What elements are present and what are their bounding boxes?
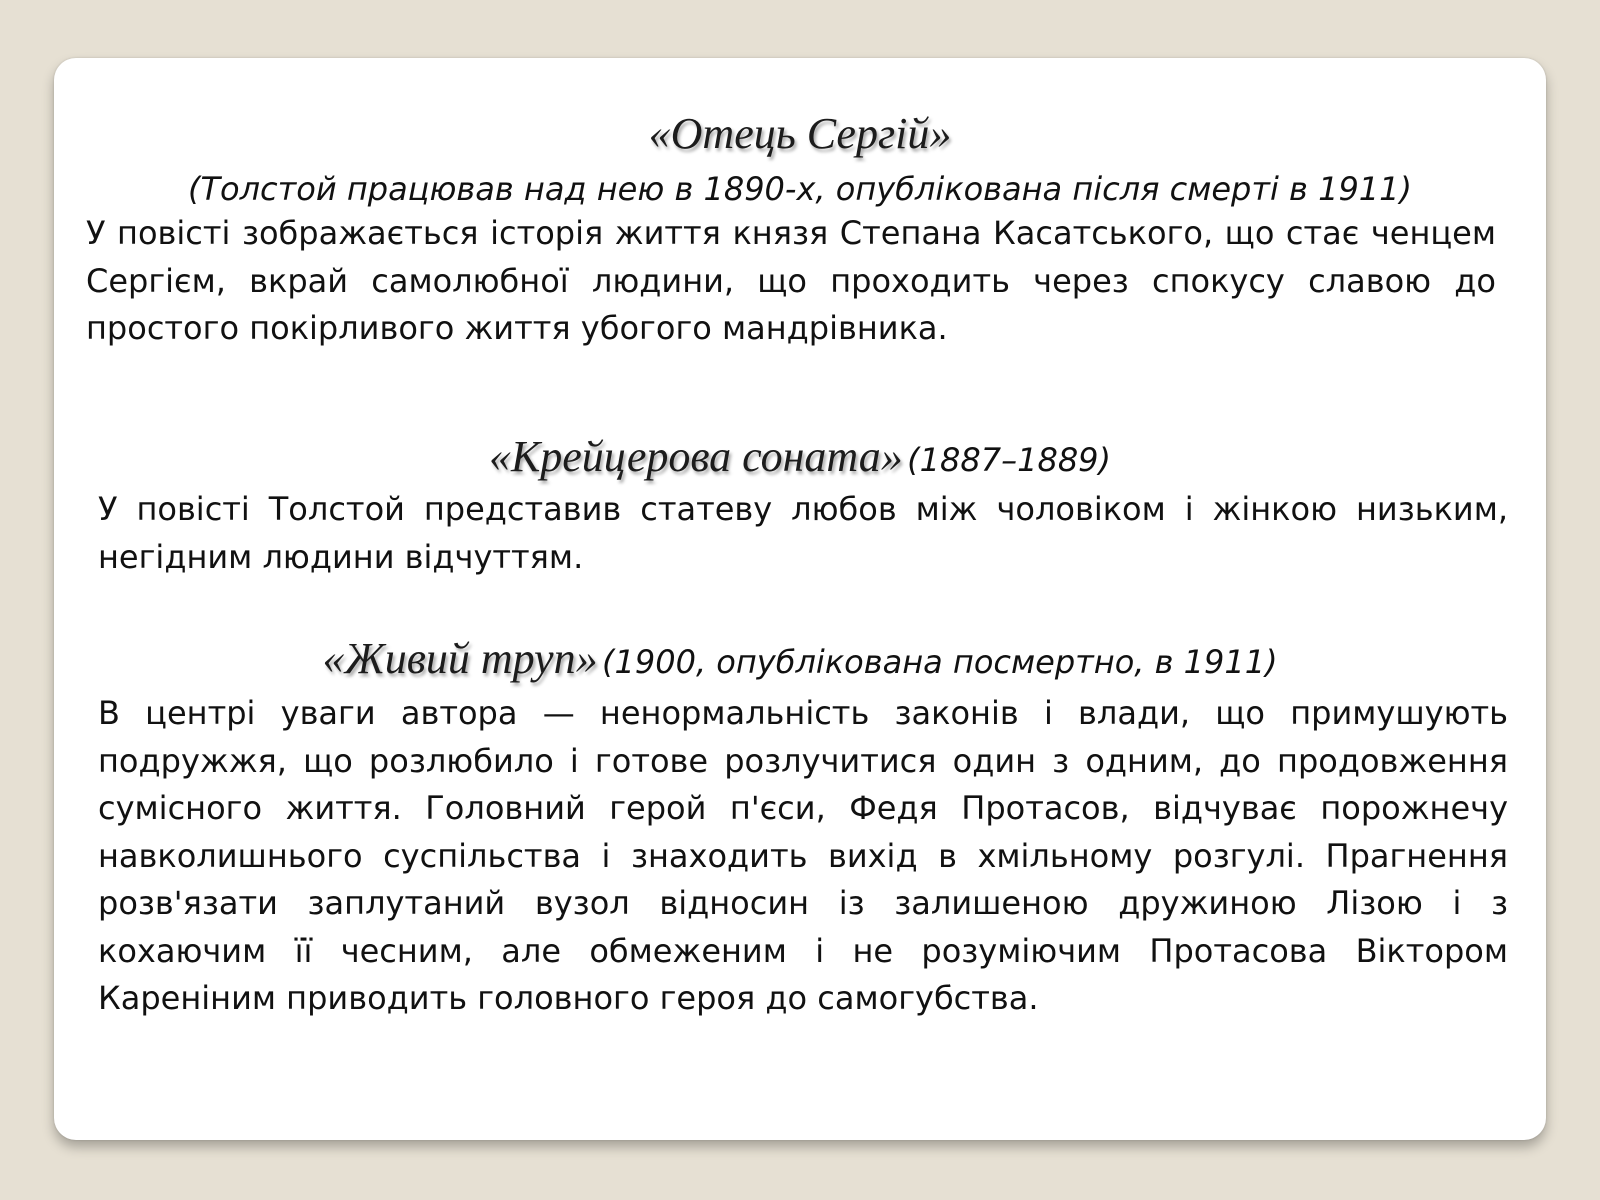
work-title: «Отець Сергій» <box>648 109 952 158</box>
slide-card <box>54 58 1546 1140</box>
section-note <box>54 170 1546 208</box>
work-title: «Живий труп» <box>322 634 598 683</box>
work-note: (1887–1889) <box>907 441 1112 479</box>
work-note: (Толстой працював над нею в 1890-х, опублікована після смерті в 1911) <box>187 170 1412 208</box>
work-title: «Крейцерова соната» <box>488 432 903 481</box>
section-paragraph: У повісті зображається історія життя князя Степана Касатського, що стає ченцем Сергієм, вкрай самолюбної людини, що проходить через спокусу славою до простого покірливого життя убогого мандрівника. <box>86 214 1496 347</box>
section-heading-zhyvyi-trup <box>54 633 1546 684</box>
section-paragraph: В центрі уваги автора — ненормальність законів і влади, що примушують подружжя, що розлюбило і готове розлучитися один з одним, до продовження сумісного життя. Головний герой п'єси, Федя Протасов, відчуває порожнечу навколишнього суспільства і знаходить вихід в хмільному розгулі. Прагнення розв'язати заплутаний вузол відносин із залишеною дружиною Лізою і з кохаючим її чесним, але обмеженим і не розуміючим Протасова Віктором Кареніним приводить головного героя до самогубства. <box>98 694 1508 1017</box>
work-note: (1900, опублікована посмертно, в 1911) <box>602 643 1278 681</box>
section-heading-kreitserova-sonata <box>54 431 1546 482</box>
section-paragraph: У повісті Толстой представив статеву любов між чоловіком і жінкою низьким, негідним людини відчуттям. <box>98 490 1508 576</box>
section-heading-otets-serhii <box>54 108 1546 159</box>
